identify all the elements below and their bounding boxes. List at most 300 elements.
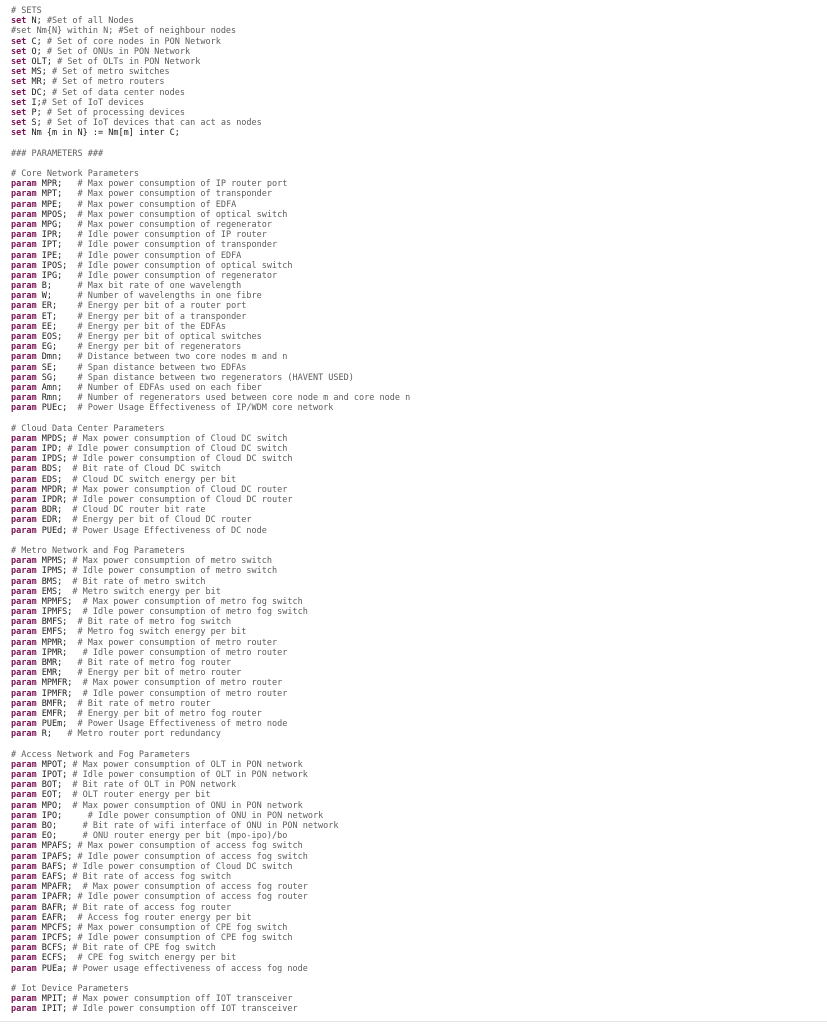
keyword-token: param	[11, 729, 37, 740]
comment-token: # Metro router port redundancy	[67, 729, 221, 740]
comment-token: # Max power consumption of metro router	[77, 637, 278, 648]
code-token: IPMR;	[36, 647, 83, 658]
code-token: IPAFR;	[36, 892, 78, 903]
keyword-token: param	[11, 922, 37, 933]
code-line	[11, 261, 827, 271]
code-line	[11, 903, 827, 913]
keyword-token: set	[11, 67, 27, 78]
keyword-token: param	[11, 301, 37, 312]
code-line	[11, 974, 827, 984]
code-line	[11, 617, 827, 627]
code-line	[11, 291, 827, 301]
code-token: MS;	[26, 67, 52, 78]
code-token: IPDS;	[36, 454, 73, 465]
code-line	[11, 37, 827, 47]
comment-token: # Max power consumption of EDFA	[77, 199, 237, 210]
code-token: ECFS;	[36, 953, 78, 964]
code-token: MPMR;	[36, 637, 78, 648]
code-line	[11, 118, 827, 128]
comment-token: # Idle power consumption of Cloud DC switch	[67, 444, 288, 455]
keyword-token: set	[11, 46, 27, 57]
keyword-token: param	[11, 566, 37, 577]
code-line	[11, 159, 827, 169]
code-line	[11, 281, 827, 291]
code-token: EMS;	[36, 586, 73, 597]
keyword-token: param	[11, 994, 37, 1005]
keyword-token: param	[11, 556, 37, 567]
code-token: BMS;	[36, 576, 73, 587]
comment-token: #set Nm{N} within N; #Set of neighbour nodes	[11, 26, 237, 37]
code-line	[11, 230, 827, 240]
code-token: PUEd;	[36, 525, 73, 536]
code-line	[11, 648, 827, 658]
comment-token: # Bit rate of metro router	[77, 698, 211, 709]
comment-token: # Max power consumption of optical switch	[77, 209, 288, 220]
code-line	[11, 566, 827, 576]
comment-token: # Access fog router energy per bit	[77, 912, 252, 923]
keyword-token: param	[11, 586, 37, 597]
keyword-token: param	[11, 454, 37, 465]
code-token: IPE;	[36, 250, 78, 261]
keyword-token: param	[11, 444, 37, 455]
code-token: Dmn;	[36, 352, 78, 363]
comment-token: # Bit rate of wifi interface of ONU in PON network	[82, 821, 339, 831]
comment-token: # Set of IoT devices that can act as nodes	[46, 118, 262, 129]
keyword-token: param	[11, 637, 37, 648]
keyword-token: param	[11, 759, 37, 770]
comment-token: # Max power consumption of access fog router	[82, 882, 308, 893]
keyword-token: param	[11, 240, 37, 251]
comment-token: # Idle power consumption of metro router	[82, 647, 288, 658]
code-token: EAFR;	[36, 912, 78, 923]
keyword-token: param	[11, 362, 37, 373]
code-line	[11, 240, 827, 250]
comment-token: # Set of metro switches	[51, 67, 170, 78]
code-line	[11, 892, 827, 902]
keyword-token: param	[11, 708, 37, 719]
comment-token: # Idle power consumption of OLT in PON network	[72, 770, 308, 781]
code-token: MPIT;	[36, 994, 73, 1005]
code-token: MPO;	[36, 800, 73, 811]
keyword-token: param	[11, 933, 37, 944]
code-token: IPD;	[36, 444, 68, 455]
comment-token: # Idle power consumption off IOT transceiver	[72, 1004, 298, 1015]
code-line	[11, 872, 827, 882]
code-line	[11, 189, 827, 199]
code-token: PUEa;	[36, 963, 73, 974]
code-line	[11, 485, 827, 495]
comment-token: # Distance between two core nodes m and n	[77, 352, 288, 363]
code-line	[11, 108, 827, 118]
code-line	[11, 1004, 827, 1014]
code-token: DC;	[26, 87, 52, 98]
code-token: MPG;	[36, 219, 78, 230]
keyword-token: param	[11, 484, 37, 495]
comment-token: # Metro fog switch energy per bit	[77, 627, 247, 638]
code-token: Amn;	[36, 382, 78, 393]
keyword-token: param	[11, 321, 37, 332]
keyword-token: param	[11, 831, 37, 842]
code-line	[11, 882, 827, 892]
comment-token: # OLT router energy per bit	[72, 790, 211, 801]
keyword-token: param	[11, 250, 37, 261]
keyword-token: set	[11, 77, 27, 88]
comment-token: # Bit rate of access fog router	[72, 902, 232, 913]
code-line	[11, 515, 827, 525]
keyword-token: param	[11, 219, 37, 230]
code-token: MPR;	[36, 179, 78, 190]
code-line	[11, 801, 827, 811]
code-line	[11, 852, 827, 862]
keyword-token: param	[11, 260, 37, 271]
code-token: IPMS;	[36, 566, 73, 577]
code-line	[11, 811, 827, 821]
code-line	[11, 352, 827, 362]
keyword-token: set	[11, 118, 27, 129]
comment-token: # Iot Device Parameters	[11, 984, 129, 994]
code-line	[11, 414, 827, 424]
keyword-token: param	[11, 1004, 37, 1015]
keyword-token: set	[11, 36, 27, 47]
comment-token: # Energy per bit of Cloud DC router	[72, 515, 252, 526]
comment-token: # Idle power consumption of Cloud DC router	[72, 495, 293, 505]
code-token: BCFS;	[36, 943, 73, 954]
code-token: MPCFS;	[36, 922, 78, 933]
code-line	[11, 709, 827, 719]
comment-token: # Power Usage Effectiveness of DC node	[72, 525, 267, 536]
comment-token: # Max power consumption of metro fog switch	[82, 596, 303, 607]
keyword-token: param	[11, 352, 37, 363]
keyword-token: param	[11, 596, 37, 607]
keyword-token: param	[11, 902, 37, 913]
code-token: IPG;	[36, 270, 78, 281]
code-token: PUEc;	[36, 403, 78, 414]
code-line	[11, 841, 827, 851]
code-token: P;	[26, 107, 47, 118]
comment-token: # Bit rate of OLT in PON network	[72, 780, 237, 791]
code-token: MPDR;	[36, 484, 73, 495]
code-token: EE;	[36, 321, 78, 332]
code-line	[11, 301, 827, 311]
comment-token: # Set of IoT devices	[41, 97, 145, 108]
code-line	[11, 699, 827, 709]
comment-token: # Energy per bit of a transponder	[77, 311, 247, 322]
comment-token: # Max power consumption of regenerator	[77, 219, 273, 230]
comment-token: # Idle power consumption of transponder	[77, 240, 278, 251]
keyword-token: param	[11, 607, 37, 618]
keyword-token: param	[11, 770, 37, 781]
comment-token: # Max power consumption of OLT in PON network	[72, 759, 303, 770]
code-token: EMFS;	[36, 627, 78, 638]
code-line	[11, 638, 827, 648]
keyword-token: param	[11, 892, 37, 903]
keyword-token: set	[11, 56, 27, 67]
comment-token: # Energy per bit of the EDFAs	[77, 321, 226, 332]
code-token: BAFS;	[36, 861, 73, 872]
keyword-token: param	[11, 281, 37, 292]
code-token: IPMFR;	[36, 688, 83, 699]
code-line	[11, 556, 827, 566]
code-token: BMFR;	[36, 698, 78, 709]
comment-token: # Idle power consumption of access fog switch	[77, 851, 308, 862]
code-line	[11, 424, 827, 434]
comment-token: # Energy per bit of optical switches	[77, 332, 262, 342]
code-line	[11, 627, 827, 637]
code-token: IPR;	[36, 230, 78, 241]
keyword-token: param	[11, 647, 37, 658]
code-line	[11, 526, 827, 536]
code-line	[11, 577, 827, 587]
comment-token: # Bit rate of access fog switch	[72, 871, 232, 882]
keyword-token: param	[11, 790, 37, 801]
comment-token: # Set of data center nodes	[51, 87, 186, 98]
comment-token: # Number of regenerators used between core node m and core node n	[77, 393, 411, 404]
code-token: EDR;	[36, 515, 73, 526]
code-line	[11, 821, 827, 831]
keyword-token: param	[11, 403, 37, 414]
code-line	[11, 678, 827, 688]
keyword-token: set	[11, 16, 27, 27]
code-token: EOT;	[36, 790, 73, 801]
keyword-token: param	[11, 230, 37, 241]
keyword-token: param	[11, 698, 37, 709]
comment-token: # Set of processing devices	[46, 107, 186, 118]
code-line	[11, 536, 827, 546]
keyword-token: param	[11, 658, 37, 668]
comment-token: # Power usage effectiveness of access fog node	[72, 963, 308, 974]
code-token: B;	[36, 281, 78, 292]
code-token: MPMS;	[36, 556, 73, 567]
code-token: IPO;	[36, 810, 88, 821]
keyword-token: param	[11, 515, 37, 526]
comment-token: # Set of core nodes in PON Network	[46, 36, 221, 47]
code-token: EO;	[36, 831, 83, 842]
comment-token: # Idle power consumption of regenerator	[77, 270, 278, 281]
comment-token: # Max power consumption of access fog switch	[77, 841, 303, 852]
keyword-token: param	[11, 688, 37, 699]
keyword-token: param	[11, 668, 37, 679]
keyword-token: param	[11, 576, 37, 587]
keyword-token: param	[11, 943, 37, 954]
code-line	[11, 128, 827, 138]
code-line	[11, 169, 827, 179]
code-line	[11, 6, 827, 16]
comment-token: # Max power consumption off IOT transceiver	[72, 994, 293, 1005]
keyword-token: param	[11, 342, 37, 353]
comment-token: # Set of ONUs in PON Network	[46, 46, 191, 57]
code-line	[11, 729, 827, 739]
code-line	[11, 668, 827, 678]
code-line	[11, 271, 827, 281]
comment-token: # Max power consumption of ONU in PON network	[72, 800, 303, 811]
comment-token: # Number of wavelengths in one fibre	[77, 291, 262, 302]
comment-token: # Idle power consumption of optical switch	[77, 260, 293, 271]
code-token: BAFR;	[36, 902, 73, 913]
code-line	[11, 332, 827, 342]
code-token: S;	[26, 118, 47, 129]
code-line	[11, 322, 827, 332]
code-line	[11, 750, 827, 760]
code-line	[11, 67, 827, 77]
comment-token: # Metro switch energy per bit	[72, 586, 221, 597]
comment-token: # Idle power consumption of ONU in PON network	[87, 810, 324, 821]
code-token: EG;	[36, 342, 78, 353]
code-line	[11, 964, 827, 974]
code-line	[11, 26, 827, 36]
code-line	[11, 393, 827, 403]
code-line	[11, 933, 827, 943]
code-line	[11, 57, 827, 67]
code-line	[11, 77, 827, 87]
keyword-token: param	[11, 953, 37, 964]
keyword-token: param	[11, 627, 37, 638]
comment-token: # Energy per bit of metro router	[77, 668, 242, 679]
code-line	[11, 312, 827, 322]
comment-token: # Cloud Data Center Parameters	[11, 423, 165, 434]
keyword-token: param	[11, 810, 37, 821]
keyword-token: param	[11, 382, 37, 393]
code-token: MPMFR;	[36, 678, 83, 689]
code-line	[11, 16, 827, 26]
code-token: MPDS;	[36, 433, 73, 444]
comment-token: # Max power consumption of CPE fog switch	[77, 922, 288, 933]
keyword-token: param	[11, 780, 37, 791]
comment-token: # Span distance between two EDFAs	[77, 362, 247, 373]
comment-token: # Max power consumption of transponder	[77, 189, 273, 200]
code-line	[11, 505, 827, 515]
keyword-token: param	[11, 311, 37, 322]
code-line	[11, 149, 827, 159]
keyword-token: param	[11, 393, 37, 404]
code-line	[11, 464, 827, 474]
comment-token: # CPE fog switch energy per bit	[77, 953, 237, 964]
code-line	[11, 831, 827, 841]
code-line	[11, 179, 827, 189]
code-token: OLT;	[26, 56, 58, 67]
code-token: BOT;	[36, 780, 73, 791]
code-line	[11, 862, 827, 872]
keyword-token: param	[11, 179, 37, 190]
code-token: O;	[26, 46, 47, 57]
code-line	[11, 984, 827, 994]
code-line	[11, 780, 827, 790]
comment-token: # Span distance between two regenerators (HAVENT USED)	[77, 372, 354, 383]
keyword-token: param	[11, 209, 37, 220]
code-token: EMR;	[36, 668, 78, 679]
comment-token: # Metro Network and Fog Parameters	[11, 545, 185, 556]
keyword-token: param	[11, 525, 37, 536]
comment-token: # Idle power consumption of access fog router	[77, 892, 308, 903]
keyword-token: param	[11, 841, 37, 852]
keyword-token: param	[11, 719, 37, 730]
code-line	[11, 200, 827, 210]
code-line	[11, 607, 827, 617]
code-token: N;	[26, 16, 47, 27]
code-token: MPE;	[36, 199, 78, 210]
comment-token: # Access Network and Fog Parameters	[11, 749, 191, 760]
comment-token: # Set of OLTs in PON Network	[57, 56, 201, 67]
code-line	[11, 994, 827, 1004]
code-token: IPIT;	[36, 1004, 73, 1015]
code-token: C;	[26, 36, 47, 47]
code-line	[11, 770, 827, 780]
comment-token: # Idle power consumption of EDFA	[77, 250, 242, 261]
keyword-token: param	[11, 882, 37, 893]
code-line	[11, 444, 827, 454]
code-line	[11, 597, 827, 607]
code-token: SE;	[36, 362, 78, 373]
code-token: IPOT;	[36, 770, 73, 781]
comment-token: # Bit rate of metro switch	[72, 576, 206, 587]
keyword-token: set	[11, 97, 27, 108]
comment-token: # Idle power consumption of Cloud DC switch	[72, 454, 293, 465]
code-token: MPOS;	[36, 209, 78, 220]
comment-token: # Max power consumption of Cloud DC switch	[72, 433, 288, 444]
comment-token: # Bit rate of metro fog router	[77, 658, 232, 668]
keyword-token: set	[11, 87, 27, 98]
code-token: R;	[36, 729, 68, 740]
comment-token: # Bit rate of CPE fog switch	[72, 943, 216, 954]
keyword-token: param	[11, 617, 37, 628]
code-token: ER;	[36, 301, 78, 312]
code-line	[11, 760, 827, 770]
code-token: BMFS;	[36, 617, 78, 628]
keyword-token: param	[11, 474, 37, 485]
comment-token: # Bit rate of metro fog switch	[77, 617, 232, 628]
comment-token: # Set of metro routers	[51, 77, 165, 88]
code-token: IPCFS;	[36, 933, 78, 944]
code-token: I;	[26, 97, 42, 108]
code-token: IPMFS;	[36, 607, 83, 618]
comment-token: # Idle power consumption of metro router	[82, 688, 288, 699]
code-line	[11, 923, 827, 933]
code-token: EOS;	[36, 332, 78, 342]
comment-token: #Set of all Nodes	[46, 16, 134, 27]
comment-token: # Idle power consumption of metro fog switch	[82, 607, 308, 618]
code-token: MPAFS;	[36, 841, 78, 852]
code-token: EAFS;	[36, 871, 73, 882]
code-token: IPDR;	[36, 495, 73, 505]
code-token: MPAFR;	[36, 882, 83, 893]
code-line	[11, 658, 827, 668]
comment-token: # Power Usage Effectiveness of IP/WDM core network	[77, 403, 334, 414]
code-token: BMR;	[36, 658, 78, 668]
keyword-token: param	[11, 912, 37, 923]
code-line	[11, 138, 827, 148]
comment-token: # Idle power consumption of CPE fog switch	[77, 933, 293, 944]
code-line	[11, 719, 827, 729]
code-line	[11, 913, 827, 923]
code-token: IPT;	[36, 240, 78, 251]
comment-token: # Bit rate of Cloud DC switch	[72, 464, 221, 475]
code-token: SG;	[36, 372, 78, 383]
code-token: MPOT;	[36, 759, 73, 770]
code-token: MPMFS;	[36, 596, 83, 607]
code-token: W;	[36, 291, 78, 302]
code-line	[11, 943, 827, 953]
keyword-token: param	[11, 189, 37, 200]
code-line	[11, 495, 827, 505]
code-line	[11, 88, 827, 98]
code-line	[11, 587, 827, 597]
keyword-token: param	[11, 871, 37, 882]
keyword-token: param	[11, 495, 37, 505]
keyword-token: set	[11, 128, 27, 139]
code-line	[11, 434, 827, 444]
keyword-token: param	[11, 433, 37, 444]
comment-token: # Cloud DC switch energy per bit	[72, 474, 237, 485]
keyword-token: param	[11, 372, 37, 383]
